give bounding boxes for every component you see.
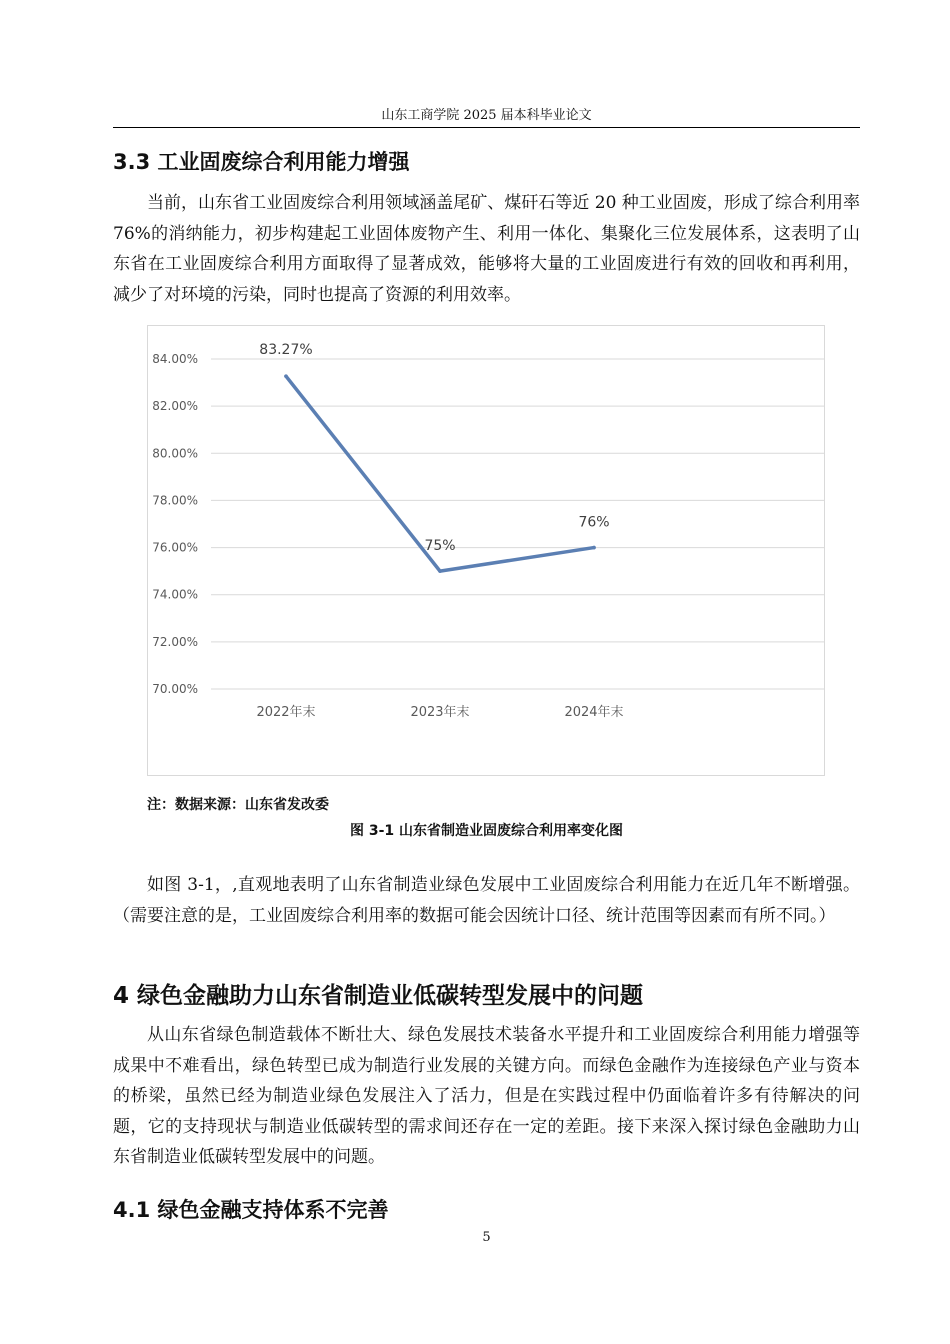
chart-svg (148, 326, 824, 775)
page-number: 5 (482, 1230, 491, 1245)
data-point (592, 546, 596, 550)
y-tick-label: 72.00% (152, 634, 198, 649)
y-tick-label: 80.00% (152, 446, 198, 461)
x-tick-label: 2022年末 (256, 705, 316, 720)
line-chart (147, 325, 825, 776)
data-label: 75% (424, 538, 456, 555)
chart-x-tick-labels (256, 704, 623, 720)
data-label: 83.27% (259, 342, 313, 359)
y-tick-label: 82.00% (152, 399, 198, 414)
running-header: 山东工商学院 2025 届本科毕业论文 (113, 104, 860, 128)
y-tick-label: 70.00% (152, 682, 198, 696)
chart-gridlines (211, 359, 824, 689)
section-3-3-paragraph: 当前，山东省工业固废综合利用领域涵盖尾矿、煤矸石等近 20 种工业固废，形成了综合利用率 76%的消纳能力，初步构建起工业固体废物产生、利用一体化、集聚化三位发展体系，这表明了山东省在工业固废综合利用方面取得了显著成效，能够将大量的工业固废进行有效的回收和再利用，减少了对环境的污染，同时也提高了资源的利用效率。 (113, 193, 860, 305)
y-tick-label: 78.00% (152, 493, 198, 508)
section-4-paragraph: 从山东省绿色制造载体不断壮大、绿色发展技术装备水平提升和工业固废综合利用能力增强等成果中不难看出，绿色转型已成为制造行业发展的关键方向。而绿色金融作为连接绿色产业与资本的桥梁，虽然已经为制造业绿色发展注入了活力，但是在实践过程中仍面临着许多有待解决的问题，它的支持现状与制造业低碳转型的需求间还存在一定的差距。接下来深入探讨绿色金融助力山东省制造业低碳转型发展中的问题。 (113, 1025, 860, 1167)
figure-caption: 图 3-1 山东省制造业固废综合利用率变化图 (349, 823, 624, 839)
figure-note: 注：数据来源：山东省发改委 (147, 797, 329, 813)
section-4-1-heading: 4.1 绿色金融支持体系不完善 (113, 1198, 389, 1222)
section-4-heading: 4 绿色金融助力山东省制造业低碳转型发展中的问题 (113, 983, 644, 1009)
data-point (438, 569, 442, 573)
x-tick-label: 2023年末 (410, 705, 470, 720)
section-3-3-heading: 3.3 工业固废综合利用能力增强 (113, 150, 410, 174)
chart-data-labels (259, 342, 609, 554)
y-tick-label: 74.00% (152, 587, 198, 602)
chart-y-tick-labels (152, 352, 198, 696)
after-figure-paragraph: 如图 3-1，,直观地表明了山东省制造业绿色发展中工业固废综合利用能力在近几年不断增强。（需要注意的是，工业固废综合利用率的数据可能会因统计口径、统计范围等因素而有所不同。） (113, 875, 860, 926)
y-tick-label: 84.00% (152, 352, 198, 366)
y-tick-label: 76.00% (152, 540, 198, 555)
data-label: 76% (578, 514, 610, 531)
data-point (284, 374, 288, 378)
x-tick-label: 2024年末 (564, 705, 624, 720)
